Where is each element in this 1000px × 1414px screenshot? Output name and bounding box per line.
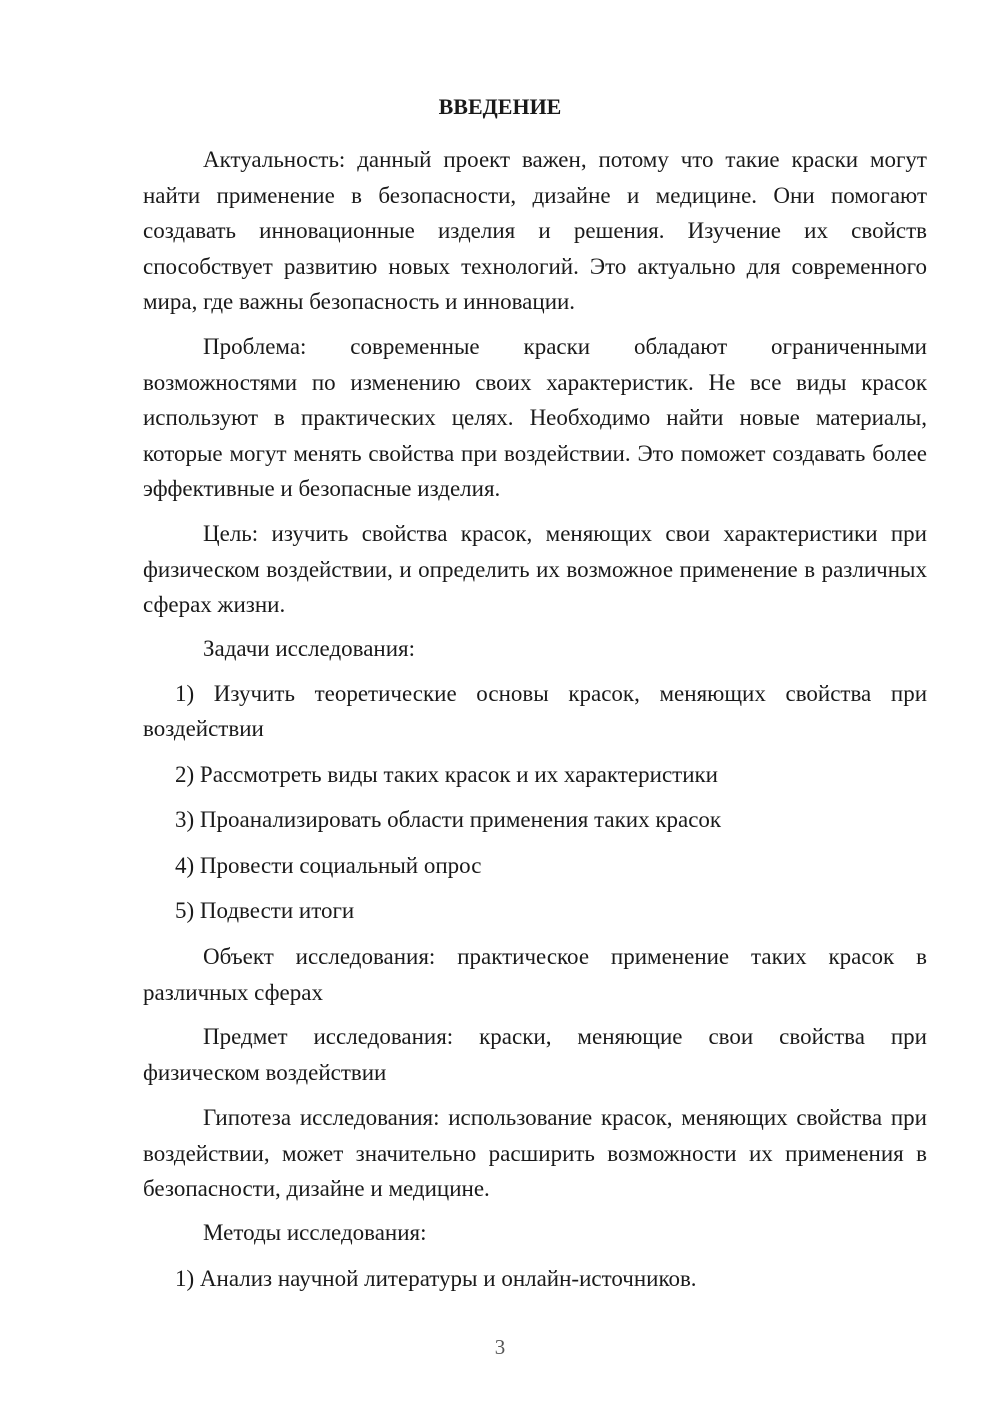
method-1: 1) Анализ научной литературы и онлайн-источников. [175,1266,697,1291]
task-1-line-1: 1) Изучить теоретические основы красок, меняющих свойства при [175,681,927,706]
task-5: 5) Подвести итоги [175,898,355,923]
problem-paragraph: Проблема: современные краски обладают ограниченными возможностями по изменению своих характеристик. Не все виды красок используют в практических целях. Необходимо найти новые материалы, которые могут менять свойства при воздействии. Это поможет создавать более эффективные и безопасные изделия. [143,334,927,501]
hypothesis-paragraph: Гипотеза исследования: использование красок, меняющих свойства при воздействии, может значительно расширить возможности их применения в безопасности, дизайне и медицине. [143,1105,927,1201]
task-3: 3) Проанализировать области применения таких красок [175,807,722,832]
goal-paragraph: Цель: изучить свойства красок, меняющих свои характеристики при физическом воздействии, и определить их возможное применение в различных сферах жизни. [143,521,927,617]
task-1-line-2: воздействии [143,716,264,741]
task-4: 4) Провести социальный опрос [175,853,482,878]
object-paragraph: Объект исследования: практическое применение таких красок в различных сферах [143,944,927,1005]
relevance-paragraph: Актуальность: данный проект важен, потому что такие краски могут найти применение в безопасности, дизайне и медицине. Они помогают создавать инновационные изделия и решения. Изучение их свойств способствует развитию новых технологий. Это актуально для современного мира, где важны безопасность и инновации. [143,147,927,314]
subject-paragraph: Предмет исследования: краски, меняющие свои свойства при физическом воздействии [143,1024,927,1085]
task-2: 2) Рассмотреть виды таких красок и их характеристики [175,762,718,787]
tasks-heading: Задачи исследования: [203,636,416,661]
page-number: 3 [494,1335,506,1359]
methods-heading: Методы исследования: [203,1220,427,1245]
page-title: ВВЕДЕНИЕ [438,94,562,119]
